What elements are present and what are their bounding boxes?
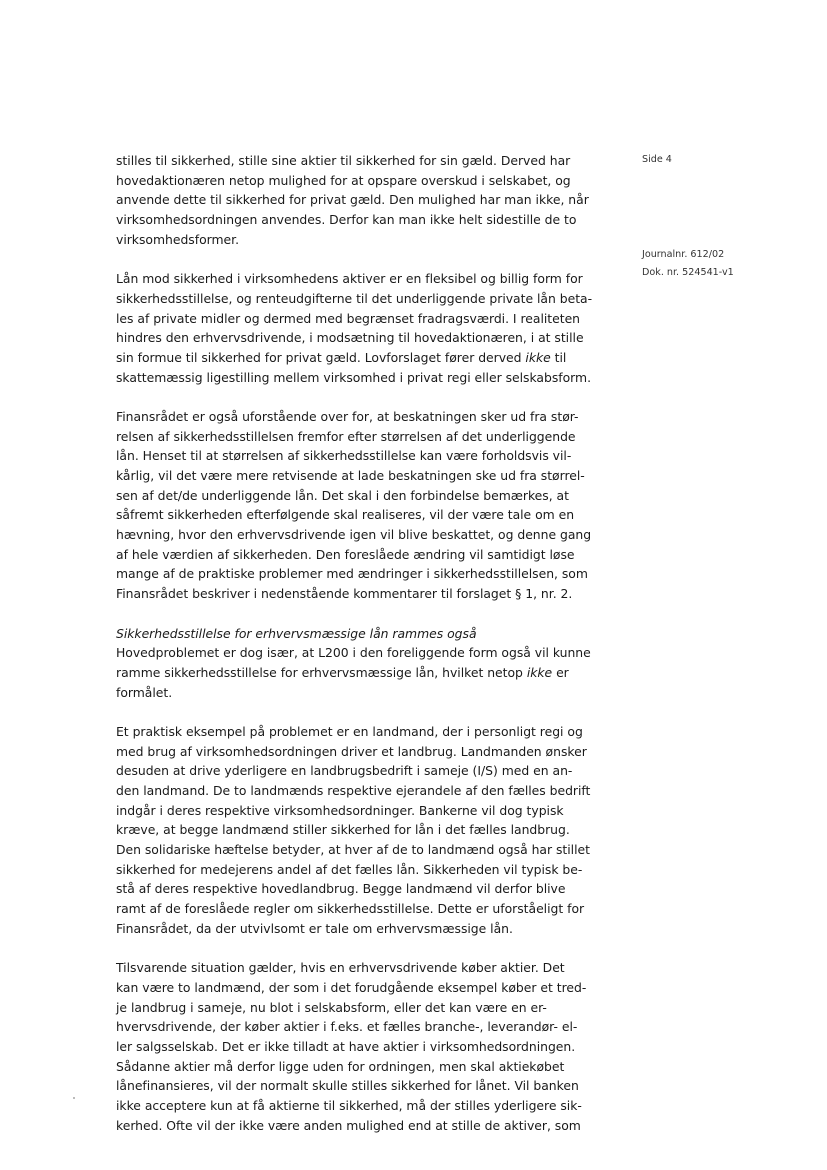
text-span: virksomhedsformer. [116,231,239,247]
text-span: Den solidariske hæftelse betyder, at hver af de to landmænd også har stillet [116,842,590,858]
text-line [116,564,606,584]
text-line [116,899,606,919]
text-line [116,446,606,466]
text-span: af hele værdien af sikkerheden. Den foreslåede ændring vil samtidigt løse [116,546,575,562]
text-line [116,1076,606,1096]
text-line [116,1017,606,1037]
text-line [116,151,606,171]
text-span: anvende dette til sikkerhed for privat gæld. Den mulighed har man ikke, når [116,192,589,208]
paragraph [116,722,606,939]
text-span: relsen af sikkerhedsstillelsen fremfor efter størrelsen af det underliggende [116,428,576,444]
text-line [116,309,606,329]
text-span: kan være to landmænd, der som i det forudgående eksempel køber et tred- [116,979,587,995]
text-span: med brug af virksomhedsordningen driver et landbrug. Landmanden ønsker [116,743,587,759]
text-span: virksomhedsordningen anvendes. Derfor kan man ikke helt sidestille de to [116,212,577,228]
text-span: Et praktisk eksempel på problemet er en landmand, der i personligt regi og [116,723,583,739]
text-line [116,1037,606,1057]
journal-number: Journalnr. 612/02 [642,249,725,260]
text-line [116,820,606,840]
text-span: sin formue til sikkerhed for privat gæld. Lovforslaget fører derved [116,349,526,365]
text-line [116,663,606,683]
emphasis: ikke [526,664,553,680]
text-line [116,978,606,998]
text-span: den landmand. De to landmænds respektive ejerandele af den fælles bedrift [116,783,591,798]
text-span: Finansrådet, da der utvivlsomt er tale om erhvervsmæssige lån. [116,920,513,936]
text-line [116,348,606,368]
text-line [116,781,606,801]
text-span: hævning, hvor den erhvervsdrivende igen vil blive beskattet, og denne gang [116,527,592,543]
text-span: Hovedproblemet er dog især, at L200 i den foreliggende form også vil kunne [116,645,591,661]
document-body [116,151,606,1155]
paragraph [116,958,606,1135]
section-heading: Sikkerhedsstillelse for erhvervsmæssige lån rammes også [116,625,477,641]
text-span: kerhed. Ofte vil der ikke være anden mulighed end at stille de aktiver, som [116,1117,581,1133]
text-span: sen af det/de underliggende lån. Det skal i den forbindelse bemærkes, at [116,487,569,503]
text-span: lån. Henset til at størrelsen af sikkerhedsstillelse kan være forholdsvis vil- [116,448,572,464]
text-span: ramme sikkerhedsstillelse for erhvervsmæssige lån, hvilket netop [116,664,527,680]
text-span: lånefinansieres, vil der normalt skulle stilles sikkerhed for lånet. Vil banken [116,1078,579,1094]
text-span: mange af de praktiske problemer med ændringer i sikkerhedsstillelsen, som [116,566,588,582]
text-span: stilles til sikkerhed, stille sine aktier til sikkerhed for sin gæld. Derved har [116,153,571,168]
text-line [116,919,606,939]
text-span: Lån mod sikkerhed i virksomhedens aktiver er en fleksibel og billig form for [116,271,583,287]
text-line [116,269,606,289]
text-line [116,171,606,191]
text-line [116,879,606,899]
text-span: Finansrådet beskriver i nedenstående kommentarer til forslaget § 1, nr. 2. [116,586,573,602]
text-line [116,584,606,604]
text-span: sikkerhedsstillelse, og renteudgifterne til det underliggende private lån beta- [116,290,593,306]
paragraph [116,269,606,387]
text-line [116,998,606,1018]
text-span: ikke acceptere kun at få aktierne til sikkerhed, må der stilles yderligere sik- [116,1098,582,1113]
text-line [116,840,606,860]
paragraph [116,151,606,249]
text-line [116,683,606,703]
text-span: hvervsdrivende, der køber aktier i f.eks. et fælles branche-, leverandør- el- [116,1019,578,1035]
scan-speck [73,1097,75,1099]
text-span: ler salgsselskab. Det er ikke tilladt at have aktier i virksomhedsordningen. [116,1038,576,1054]
text-line [116,1116,606,1136]
text-line [116,328,606,348]
text-line [116,486,606,506]
text-line [116,643,606,663]
text-span: les af private midler og dermed med begrænset fradragsværdi. I realiteten [116,310,581,326]
text-line [116,505,606,525]
text-span: Tilsvarende situation gælder, hvis en erhvervsdrivende køber aktier. Det [116,960,565,976]
text-line [116,1096,606,1116]
paragraph [116,407,606,604]
text-span: sikkerhed for medejerens andel af det fælles lån. Sikkerheden vil typisk be- [116,861,583,877]
document-sidebar [642,151,822,282]
text-line [116,525,606,545]
document-number: Dok. nr. 524541-v1 [642,267,734,278]
text-span: hindres den erhvervsdrivende, i modsætning til hovedaktionæren, i at stille [116,330,584,346]
text-line [116,545,606,565]
text-line [116,801,606,821]
text-line [116,1057,606,1077]
text-span: stå af deres respektive hovedlandbrug. Begge landmænd vil derfor blive [116,881,566,897]
text-line [116,230,606,250]
text-span: såfremt sikkerheden efterfølgende skal realiseres, vil der være tale om en [116,507,575,523]
text-line [116,761,606,781]
text-span: til [550,349,567,365]
text-line [116,958,606,978]
paragraph [116,643,606,702]
text-line [116,466,606,486]
text-span: je landbrug i sameje, nu blot i selskabsform, eller det kan være en er- [116,999,547,1015]
text-line [116,210,606,230]
text-span: hovedaktionæren netop mulighed for at opspare overskud i selskabet, og [116,172,571,188]
text-span: er [552,664,569,680]
sidebar-gap [642,169,822,246]
text-line [116,368,606,388]
text-span: desuden at drive yderligere en landbrugsbedrift i sameje (I/S) med en an- [116,763,573,779]
text-line [116,190,606,210]
text-span: skattemæssig ligestilling mellem virksomhed i privat regi eller selskabsform. [116,369,591,385]
text-line [116,427,606,447]
text-span: kræve, at begge landmænd stiller sikkerhed for lån i det fælles landbrug. [116,822,570,838]
text-span: formålet. [116,684,173,700]
text-span: Sådanne aktier må derfor ligge uden for ordningen, men skal aktiekøbet [116,1058,565,1074]
text-span: indgår i deres respektive virksomhedsordninger. Bankerne vil dog typisk [116,802,564,818]
text-line [116,289,606,309]
text-line [116,722,606,742]
text-span: ramt af de foreslåede regler om sikkerhedsstillelse. Dette er uforståeligt for [116,901,585,917]
text-span: kårlig, vil det være mere retvisende at lade beskatningen ske ud fra størrel- [116,468,585,483]
text-span: Finansrådet er også uforstående over for, at beskatningen sker ud fra stør- [116,408,579,424]
text-line [116,742,606,762]
page-number: Side 4 [642,154,672,165]
text-line [116,407,606,427]
text-line [116,860,606,880]
emphasis: ikke [525,349,551,365]
